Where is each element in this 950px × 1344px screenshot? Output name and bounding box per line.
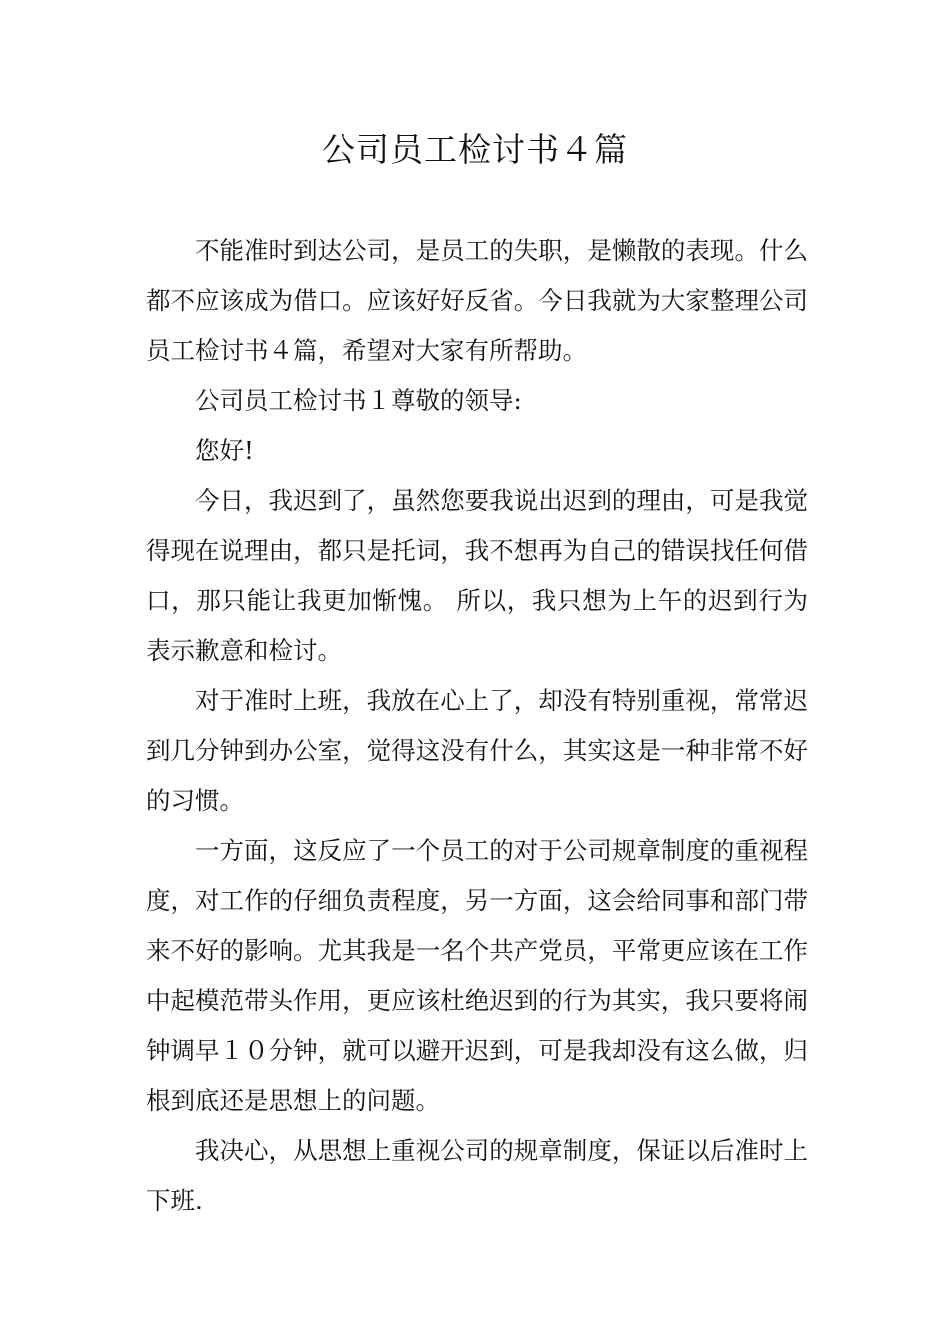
paragraph-greeting: 您好!: [195, 436, 254, 465]
paragraph-resolution: 我决心，从思想上重视公司的规章制度，保证以后准时上下班.: [146, 1136, 808, 1215]
paragraph-apology: 今日，我迟到了，虽然您要我说出迟到的理由，可是我觉得现在说理由，都只是托词，我不想再为自己的错误找任何借口，那只能让我更加惭愧。 所以，我只想为上午的迟到行为表示歉意和检讨。: [146, 486, 808, 665]
paragraph-habit: 对于准时上班，我放在心上了，却没有特别重视，常常迟到几分钟到办公室，觉得这没有什么，其实这是一种非常不好的习惯。: [146, 686, 808, 815]
paragraph-salutation: 公司员工检讨书１尊敬的领导:: [195, 386, 522, 415]
document-title: 公司员工检讨书４篇: [322, 130, 628, 169]
paragraph-impact: 一方面，这反应了一个员工的对于公司规章制度的重视程度，对工作的仔细负责程度，另一方面，这会给同事和部门带来不好的影响。尤其我是一名个共产党员，平常更应该在工作中起模范带头作用，更应该杜绝迟到的行为其实，我只要将闹钟调早１０分钟，就可以避开迟到，可是我却没有这么做，归根到底还是思想上的问题。: [146, 836, 808, 1115]
paragraph-intro: 不能准时到达公司，是员工的失职，是懒散的表现。什么都不应该成为借口。应该好好反省。今日我就为大家整理公司员工检讨书４篇，希望对大家有所帮助。: [146, 236, 808, 365]
document-body: [146, 226, 808, 1226]
